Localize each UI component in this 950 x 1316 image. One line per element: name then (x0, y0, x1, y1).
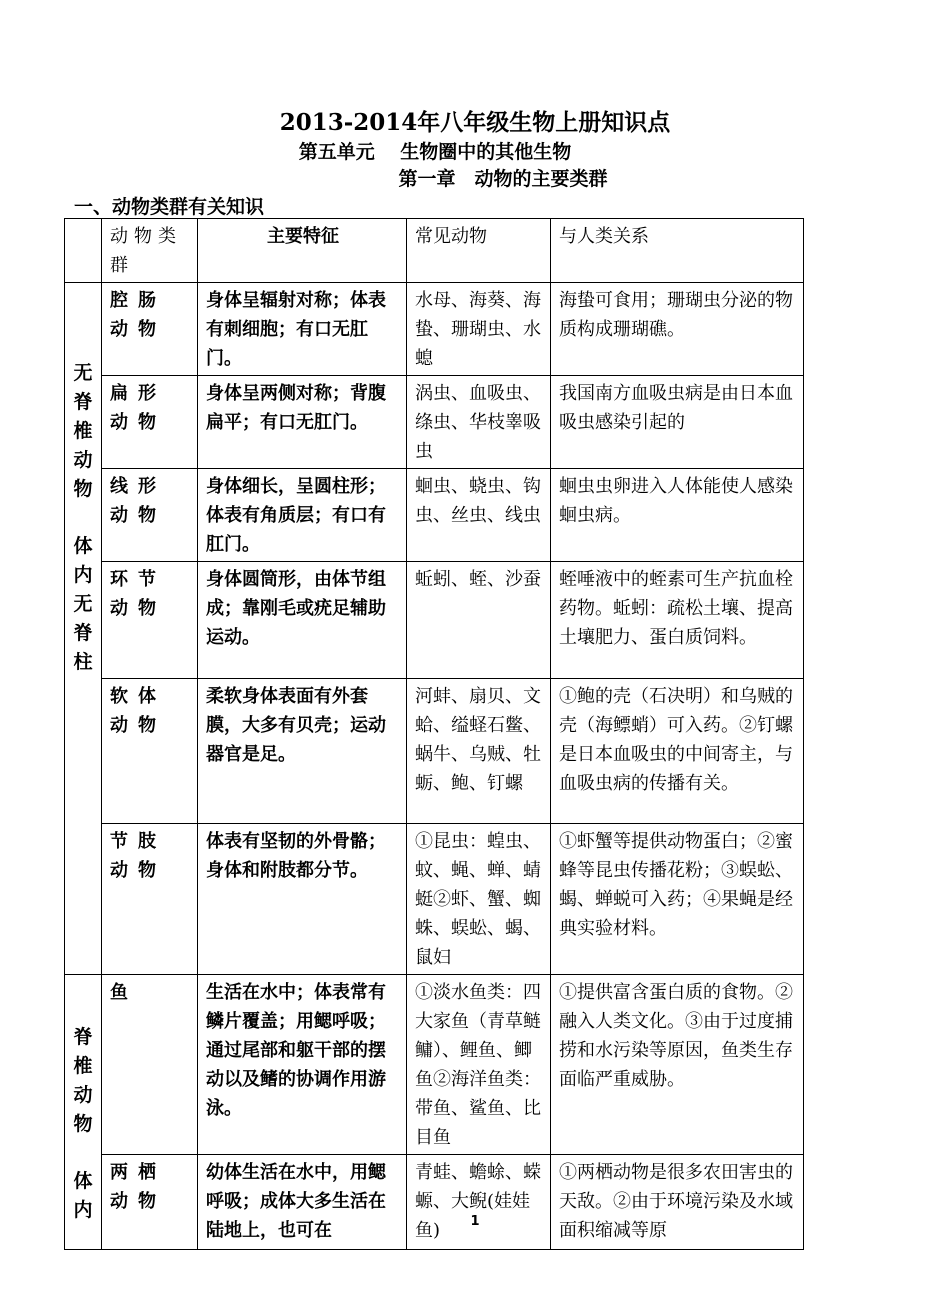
unit-heading: 第五单元 生物圈中的其他生物 (298, 141, 572, 163)
row-relation: 蛭唾液中的蛭素可生产抗血栓药物。蚯蚓：疏松土壤、提高土壤肥力、蛋白质饲料。 (551, 562, 804, 679)
table-row (65, 679, 804, 824)
row-relation: ①鲍的壳（石决明）和乌贼的壳（海鳔蛸）可入药。②钉螺是日本血吸虫的中间寄主，与血吸虫病的传播有关。 (551, 679, 804, 824)
row-examples: 青蛙、蟾蜍、蝾螈、大鲵(娃娃鱼) (407, 1155, 551, 1250)
row-relation: ①提供富含蛋白质的食物。②融入人类文化。③由于过度捕捞和水污染等原因，鱼类生存面临严重威胁。 (551, 975, 804, 1155)
table-row (65, 975, 804, 1155)
table-row (65, 376, 804, 469)
row-feature: 体表有坚韧的外骨骼；身体和附肢都分节。 (198, 824, 407, 975)
row-relation: ①虾蟹等提供动物蛋白；②蜜蜂等昆虫传播花粉；③蜈蚣、蝎、蝉蜕可入药；④果蝇是经典实验材料。 (551, 824, 804, 975)
row-relation: 我国南方血吸虫病是由日本血吸虫感染引起的 (551, 376, 804, 469)
animal-groups-table (64, 218, 804, 1250)
header-group-cell (65, 219, 102, 283)
row-examples: 河蚌、扇贝、文蛤、缢蛏石鳖、蜗牛、乌贼、牡蛎、鲍、钉螺 (407, 679, 551, 824)
page-number: 1 (470, 1214, 480, 1229)
table-row (65, 562, 804, 679)
row-examples: ①淡水鱼类：四大家鱼（青草鲢鳙）、鲤鱼、鲫鱼②海洋鱼类：带鱼、鲨鱼、比目鱼 (407, 975, 551, 1155)
row-relation: 海蛰可食用；珊瑚虫分泌的物质构成珊瑚礁。 (551, 283, 804, 376)
header-relation-to-humans: 与人类关系 (551, 219, 804, 283)
row-examples: 蛔虫、蛲虫、钩虫、丝虫、线虫 (407, 469, 551, 562)
row-examples: 水母、海葵、海蛰、珊瑚虫、水螅 (407, 283, 551, 376)
row-name: 环节动物 (102, 562, 198, 679)
row-examples: 涡虫、血吸虫、绦虫、华枝睾吸虫 (407, 376, 551, 469)
table-header-row (65, 219, 804, 283)
table-row (65, 469, 804, 562)
row-examples: 蚯蚓、蛭、沙蚕 (407, 562, 551, 679)
row-name: 软体动物 (102, 679, 198, 824)
row-feature: 身体细长，呈圆柱形；体表有角质层；有口有肛门。 (198, 469, 407, 562)
row-feature: 柔软身体表面有外套膜，大多有贝壳；运动器官是足。 (198, 679, 407, 824)
row-feature: 生活在水中；体表常有鳞片覆盖；用鳃呼吸；通过尾部和躯干部的摆动以及鳍的协调作用游泳。 (198, 975, 407, 1155)
row-name: 节肢动物 (102, 824, 198, 975)
document-title: 2013-2014年八年级生物上册知识点 (279, 109, 671, 136)
row-relation: ①两栖动物是很多农田害虫的天敌。②由于环境污染及水域面积缩减等原 (551, 1155, 804, 1250)
row-name: 鱼 (102, 975, 198, 1155)
row-feature: 幼体生活在水中，用鳃呼吸；成体大多生活在陆地上，也可在 (198, 1155, 407, 1250)
group-cell-vertebrates (65, 975, 102, 1250)
chapter-heading: 第一章 动物的主要类群 (398, 168, 608, 190)
header-common-animals: 常见动物 (407, 219, 551, 283)
group-label: 无脊椎动物 (73, 362, 93, 500)
table-row (65, 824, 804, 975)
row-feature: 身体呈辐射对称；体表有刺细胞；有口无肛门。 (198, 283, 407, 376)
row-name: 线形动物 (102, 469, 198, 562)
group-sublabel: 体内 (73, 1170, 93, 1221)
row-name: 扁形动物 (102, 376, 198, 469)
row-relation: 蛔虫虫卵进入人体能使人感染蛔虫病。 (551, 469, 804, 562)
row-feature: 身体圆筒形，由体节组成；靠刚毛或疣足辅助运动。 (198, 562, 407, 679)
row-examples: ①昆虫：蝗虫、蚊、蝇、蝉、蜻蜓②虾、蟹、蜘蛛、蜈蚣、蝎、鼠妇 (407, 824, 551, 975)
header-main-features: 主要特征 (198, 219, 407, 283)
section-heading: 一、动物类群有关知识 (74, 196, 265, 218)
header-animal-group: 动物类群 (102, 219, 198, 283)
row-name: 腔肠动物 (102, 283, 198, 376)
table-row (65, 1155, 804, 1250)
group-sublabel: 体内无脊柱 (73, 535, 93, 673)
group-label: 脊椎动物 (73, 1026, 93, 1135)
group-cell-invertebrates (65, 283, 102, 975)
table-row (65, 283, 804, 376)
row-feature: 身体呈两侧对称；背腹扁平；有口无肛门。 (198, 376, 407, 469)
row-name: 两栖动物 (102, 1155, 198, 1250)
